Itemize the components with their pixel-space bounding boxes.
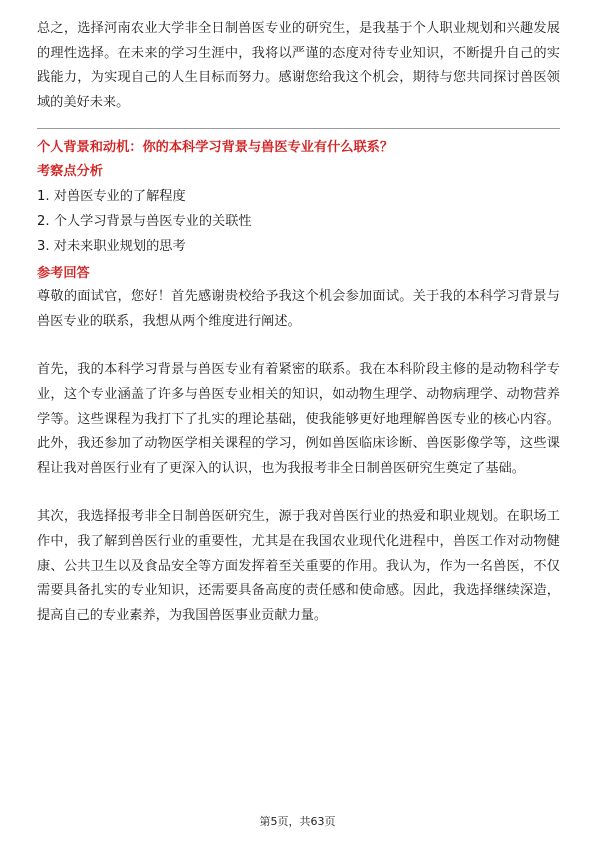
analysis-points bbox=[37, 185, 560, 259]
page-content bbox=[37, 17, 560, 628]
analysis-point: 1. 对兽医专业的了解程度 bbox=[37, 189, 186, 205]
analysis-point: 2. 个人学习背景与兽医专业的关联性 bbox=[37, 213, 252, 229]
intro-paragraph: 总之，选择河南农业大学非全日制兽医专业的研究生，是我基于个人职业规划和兴趣发展的理性选择。在未来的学习生涯中，我将以严谨的态度对待专业知识，不断提升自己的实践能力，为实现自己的人生目标而努力。感谢您给我这个机会，期待与您共同探讨兽医领域的美好未来。 bbox=[37, 21, 560, 110]
answer-label: 参考回答 bbox=[37, 266, 90, 282]
paragraph-gap bbox=[37, 334, 560, 358]
analysis-point: 3. 对未来职业规划的思考 bbox=[37, 238, 186, 254]
question-heading: 个人背景和动机：你的本科学习背景与兽医专业有什么联系？ bbox=[37, 140, 394, 156]
answer-paragraph: 首先，我的本科学习背景与兽医专业有着紧密的联系。我在本科阶段主修的是动物科学专业，这个专业涵盖了许多与兽医专业相关的知识，如动物生理学、动物病理学、动物营养学等。这些课程为我打下了扎实的理论基础，使我能够更好地理解兽医专业的核心内容。此外，我还参加了动物医学相关课程的学习，例如兽医临床诊断、兽医影像学等，这些课程让我对兽医行业有了更深入的认识，也为我报考非全日制兽医研究生奠定了基础。 bbox=[37, 362, 560, 476]
section-divider bbox=[37, 128, 560, 129]
analysis-label: 考察点分析 bbox=[37, 164, 103, 180]
answer-paragraph: 其次，我选择报考非全日制兽医研究生，源于我对兽医行业的热爱和职业规划。在职场工作中，我了解到兽医行业的重要性，尤其是在我国农业现代化进程中，兽医工作对动物健康、公共卫生以及食品安全等方面发挥着至关重要的作用。我认为，作为一名兽医，不仅需要具备扎实的专业知识，还需要具备高度的责任感和使命感。因此，我选择继续深造，提高自己的专业素养，为我国兽医事业贡献力量。 bbox=[37, 509, 560, 623]
answer-paragraph: 尊敬的面试官，您好！首先感谢贵校给予我这个机会参加面试。关于我的本科学习背景与兽医专业的联系，我想从两个维度进行阐述。 bbox=[37, 289, 560, 329]
paragraph-gap bbox=[37, 481, 560, 505]
page-number: 第5页，共63页 bbox=[259, 815, 336, 828]
